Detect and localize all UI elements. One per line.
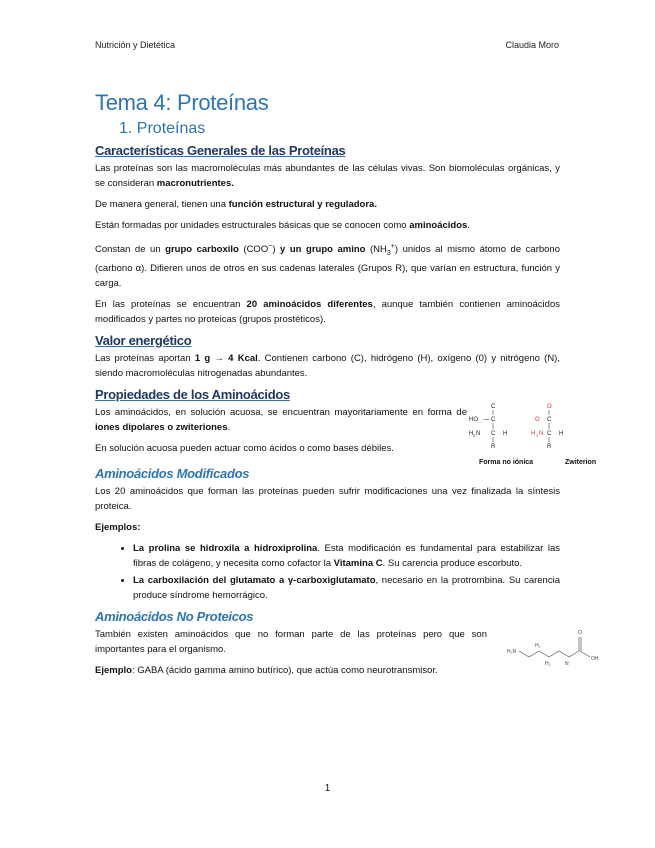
svg-text:H: H — [559, 431, 564, 438]
svg-text:3: 3 — [536, 433, 539, 439]
heading-properties: Propiedades de los Aminoácidos — [95, 387, 290, 403]
svg-text:O: O — [547, 404, 552, 411]
paragraph: Los aminoácidos, en solución acuosa, se encuentran mayoritariamente en forma de iones dipolares o zwiteriones. — [95, 407, 467, 434]
svg-text:C: C — [547, 417, 552, 424]
page-title: Tema 4: Proteínas — [95, 90, 269, 115]
paragraph: De manera general, tienen una función estructural y reguladora. — [95, 199, 377, 210]
svg-text:R: R — [547, 444, 552, 451]
figure-label-non-ionic: Forma no iónica — [479, 459, 534, 467]
svg-text:O: O — [535, 417, 540, 424]
svg-text:N: N — [539, 431, 544, 438]
heading-non-protein: Aminoácidos No Proteicos — [95, 609, 254, 625]
paragraph: Constan de un grupo carboxilo (COO−) y un grupo amino $(NH_3^+)$ unidos al mismo átomo de carbono (carbono α). Difieren unos de otros en sus cadenas laterales (Grupos R), que varían en estructura, función y carga. — [95, 243, 560, 290]
svg-text:N: N — [476, 431, 481, 438]
amino-acid-structures-figure — [467, 404, 597, 467]
section-subtitle: 1. Proteínas — [119, 120, 206, 137]
svg-text:H: H — [503, 431, 508, 438]
svg-text:N: N — [565, 661, 569, 668]
svg-text:2: 2 — [473, 433, 476, 439]
heading-general: Características Generales de las Proteínas — [95, 143, 346, 158]
paragraph: Las proteínas son las macromoléculas más abundantes de las células vivas. Son biomoléculas orgánicas, y se consideran macronutrientes. — [95, 163, 560, 189]
paragraph: Los 20 aminoácidos que forman las proteínas pueden sufrir modificaciones una vez finalizada la síntesis proteica. — [95, 486, 560, 513]
svg-text:C: C — [491, 404, 496, 411]
paragraph: Están formadas por unidades estructurales básicas que se conocen como aminoácidos. — [95, 220, 470, 231]
gaba-structure-figure — [487, 627, 599, 684]
svg-text:C: C — [491, 417, 496, 424]
figure-label-zwitterion: Zwiterion — [565, 459, 597, 467]
examples-list — [95, 541, 560, 603]
paragraph: En las proteínas se encuentran 20 aminoácidos diferentes, aunque también contienen aminoácidos modificados y partes no proteicas (grupos prostéticos). — [95, 299, 560, 326]
svg-text:R: R — [491, 444, 496, 451]
svg-text:H₂: H₂ — [535, 643, 541, 650]
header-left: Nutrición y Dietética — [95, 40, 176, 50]
paragraph: Ejemplos: — [95, 522, 141, 534]
svg-text:HO: HO — [469, 417, 478, 424]
heading-energy: Valor energético — [95, 333, 192, 349]
svg-text:H₂: H₂ — [545, 661, 551, 668]
heading-modified: Aminoácidos Modificados — [95, 466, 250, 482]
svg-text:H: H — [531, 431, 536, 438]
gaba-structure-diagram — [507, 623, 617, 683]
svg-text:H: H — [469, 431, 474, 438]
paragraph: Ejemplo: GABA (ácido gamma amino butírico), que actúa como neurotransmisor. — [95, 665, 438, 677]
svg-text:O: O — [578, 630, 582, 637]
paragraph: También existen aminoácidos que no forman parte de las proteínas pero que son importantes para el organismo. — [95, 629, 487, 656]
svg-text:H₂N: H₂N — [507, 649, 517, 656]
paragraph: En solución acuosa pueden actuar como ácidos o como bases débiles. — [95, 443, 394, 455]
svg-text:OH: OH — [591, 656, 599, 663]
header-right: Claudia Moro — [505, 40, 559, 50]
svg-text:C: C — [547, 431, 552, 438]
paragraph: Las proteínas aportan 1 g → 4 Kcal. Contienen carbono (C), hidrógeno (H), oxígeno (0) y nitrógeno (N), siendo macromoléculas nitrogenadas abundantes. — [95, 353, 560, 380]
document-body — [95, 88, 599, 684]
list-item: • La carboxilación del glutamato a γ-carboxiglutamato, necesario en la protrombina. Su carencia produce síndrome hemorrágico. — [133, 573, 560, 603]
svg-text:C: C — [491, 431, 496, 438]
page-number: 1 — [324, 783, 331, 794]
list-item: • La prolina se hidroxila a hidroxiprolina. Esta modificación es fundamental para estabilizar las fibras de colágeno, y necesita como cofactor la Vitamina C. Su carencia produce escorbuto. — [133, 541, 560, 571]
svg-text:—: — — [483, 417, 489, 424]
